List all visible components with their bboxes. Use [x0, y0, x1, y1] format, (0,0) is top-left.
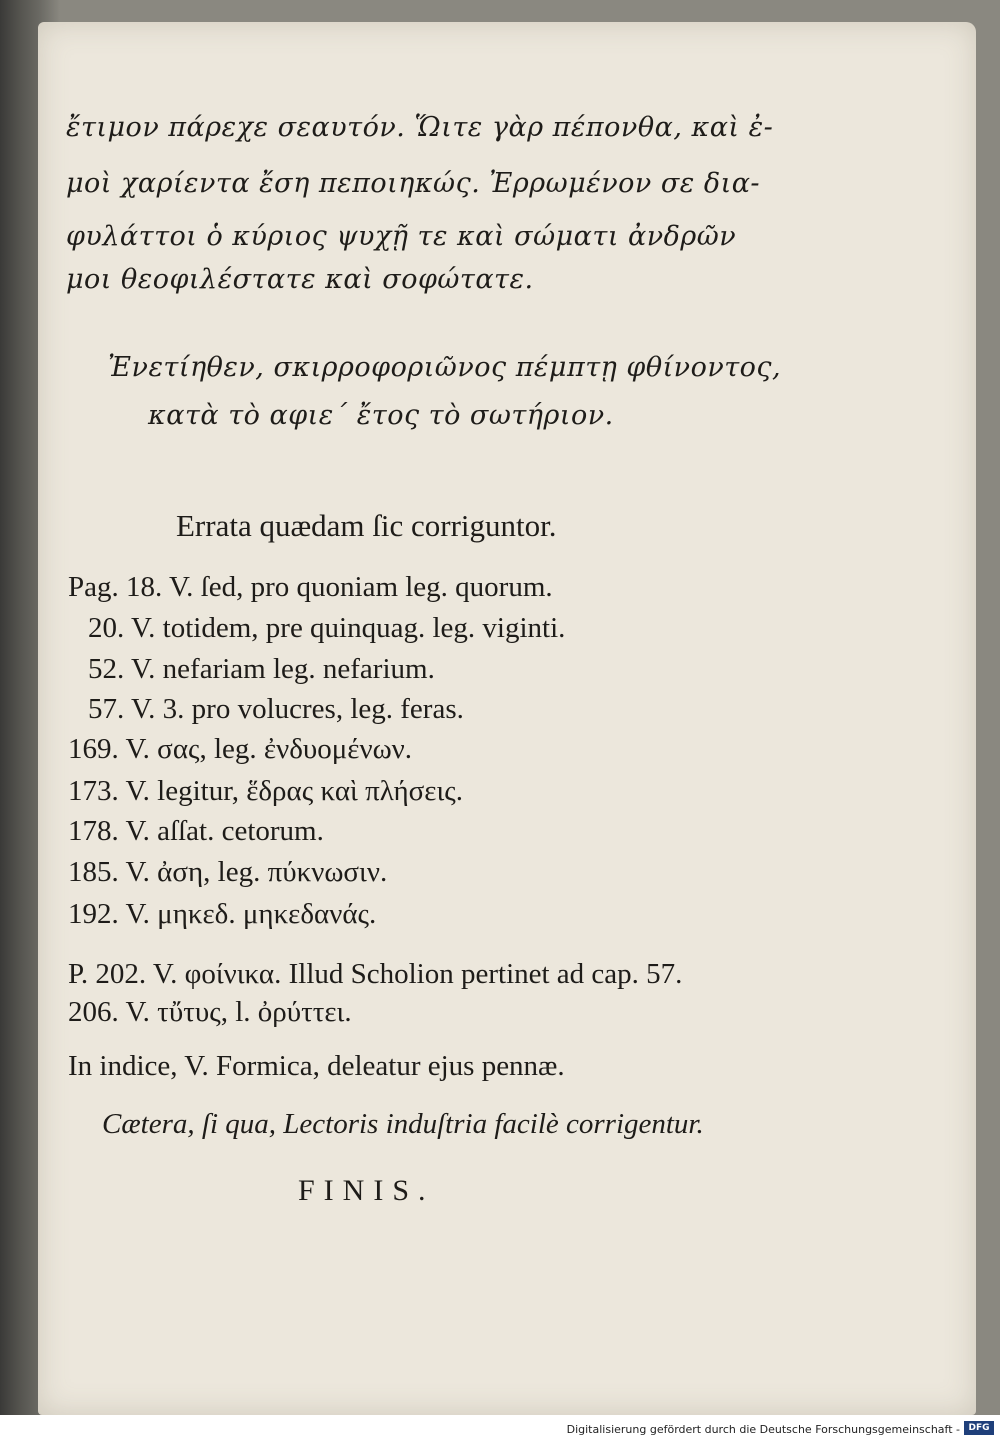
dfg-logo: DFG	[964, 1421, 994, 1435]
greek-line-3: φυλάττοι ὁ κύριος ψυχῇ τε καὶ σώματι ἀνδρῶν	[66, 221, 737, 252]
closing-line: Cætera, ſi qua, Lectoris induſtria facilè corrigentur.	[102, 1108, 704, 1140]
greek-line-2: μοὶ χαρίεντα ἔση πεποιηκώς. Ἐρρωμένον σε δια-	[66, 168, 761, 199]
errata-line: 192. V. μηκεδ. μηκεδανάς.	[68, 898, 377, 930]
digitization-footer	[0, 1415, 1000, 1443]
finis-text: FINIS.	[298, 1174, 435, 1207]
errata-line: 173. V. legitur, ἕδρας καὶ πλήσεις.	[68, 775, 464, 807]
errata-line: 185. V. ἀση, leg. πύκνωσιν.	[68, 856, 388, 888]
errata-line: P. 202. V. φοίνικα. Illud Scholion pertinet ad cap. 57.	[68, 958, 683, 990]
errata-line: In indice, V. Formica, deleatur ejus pennæ.	[68, 1050, 565, 1082]
errata-heading: Errata quædam ſic corriguntor.	[176, 508, 557, 543]
errata-line: 52. V. nefariam leg. nefarium.	[88, 653, 435, 685]
footer-credit: Digitalisierung gefördert durch die Deutsche Forschungsgemeinschaft -	[566, 1423, 960, 1436]
errata-line: 20. V. totidem, pre quinquag. leg. viginti.	[88, 612, 566, 644]
errata-line: 169. V. σας, leg. ἐνδυομένων.	[68, 733, 413, 765]
greek-line-4: μοι θεοφιλέστατε καὶ σοφώτατε.	[66, 264, 534, 295]
errata-line: Pag. 18. V. ſed, pro quoniam leg. quorum.	[68, 571, 553, 603]
greek-date-line-1: Ἐνετίηθεν, σκιρροφοριῶνος πέμπτῃ φθίνοντος,	[108, 352, 782, 383]
errata-line: 206. V. τὔτυς, l. ὀρύττει.	[68, 996, 352, 1028]
greek-date-line-2: κατὰ τὸ αφιε΄ ἔτος τὸ σωτήριον.	[148, 400, 614, 431]
greek-line-1: ἔτιμον πάρεχε σεαυτόν. Ὥιτε γὰρ πέπονθα, καὶ ἐ-	[66, 112, 774, 143]
errata-line: 57. V. 3. pro volucres, leg. feras.	[88, 693, 464, 725]
errata-line: 178. V. aſſat. cetorum.	[68, 815, 324, 847]
